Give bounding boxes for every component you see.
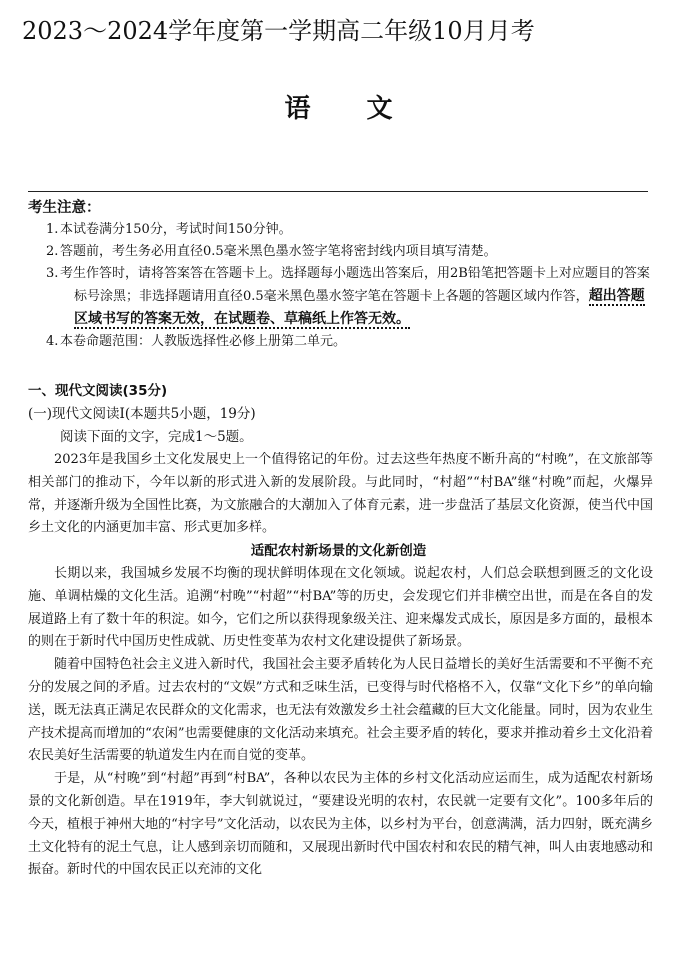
section-instruction: 阅读下面的文字，完成1～5题。 [60, 429, 253, 445]
article-paragraph: 长期以来，我国城乡发展不均衡的现状鲜明体现在文化领域。说起农村，人们总会联想到匮乏的文化设施、单调枯燥的文化生活。追溯“村晚”“村超”“村BA”等的历史，会发现它们并非横空出世，而是在各自的发展道路上有了数十年的积淀。如今，它们之所以获得现象级关注、迎来爆发式成长，原因是多方面的，最根本的则在于新时代中国历史性成就、历史性变革为农村文化建设提供了新场景。 [28, 566, 653, 650]
notice-item-text: 考生作答时，请将答案答在答题卡上。选择题每小题选出答案后，用2B铅笔把答题卡上对应题目的答案标号涂黑；非选择题请用直径0.5毫米黑色墨水签字笔在答题卡上各题的答题区域内作答， [60, 266, 650, 304]
subject-char-2: 文 [366, 94, 393, 124]
notice-item: 1. 本试卷满分150分，考试时间150分钟。 [46, 222, 292, 237]
subject-char-1: 语 [284, 94, 311, 124]
notice-item-text: 本卷命题范围：人教版选择性必修上册第二单元。 [60, 334, 347, 349]
article-paragraph: 随着中国特色社会主义进入新时代，我国社会主要矛盾转化为人民日益增长的美好生活需要和不平衡不充分的发展之间的矛盾。过去农村的“文娱”方式和乏味生活，已变得与时代格格不入，仅靠“文化下乡”的单向输送，既无法真正满足农民群众的文化需求，也无法有效激发乡土社会蕴藏的巨大文化能量。同时，因为农业生产技术提高而增加的“农闲”也需要健康的文化活动来填充。社会主要矛盾的转化，要求并推动着乡土文化沿着农民美好生活需要的轨道发生内在而自觉的变革。 [28, 657, 653, 764]
article-title: 适配农村新场景的文化新创造 [250, 543, 427, 559]
article-body [28, 563, 653, 882]
intro-block [28, 449, 653, 540]
notice-item: 2. 答题前，考生务必用直径0.5毫米黑色墨水签字笔将密封线内项目填写清楚。 [46, 244, 497, 259]
notice-list [28, 219, 658, 353]
notice-divider [28, 191, 648, 192]
article-paragraph: 于是，从“村晚”到“村超”再到“村BA”，各种以农民为主体的乡村文化活动应运而生，成为适配农村新场景的文化新创造。早在1919年，李大钊就说过，“要建设光明的农村，农民就一定要有文化”。100多年后的今天，植根于神州大地的“村字号”文化活动，以农民为主体，以乡村为平台，创意满满，活力四射，既充满乡土文化特有的泥土气息，让人感到亲切而随和，又展现出新时代中国农村和农民的精气神，叫人由衷地感动和振奋。新时代的中国农民正以充沛的文化 [28, 771, 653, 878]
intro-paragraph: 2023年是我国乡土文化发展史上一个值得铭记的年份。过去这些年热度不断升高的“村晚”，在文旅部等相关部门的推动下，今年以新的形式进入新的发展阶段。与此同时，“村超”“村BA”继“村晚”而起，火爆异常，并逐渐升级为全国性比赛，为文旅融合的大潮加入了体育元素，进一步盘活了基层文化资源，使当代中国乡土文化的内涵更加丰富、形式更加多样。 [28, 452, 653, 536]
notice-heading: 考生注意： [28, 200, 101, 216]
section-subheading: (一)现代文阅读Ⅰ(本题共5小题，19分) [28, 406, 256, 422]
notice-item: 3. 考生作答时，请将答案答在答题卡上。选择题每小题选出答案后，用2B铅笔把答题卡上对应题目的答案标号涂黑；非选择题请用直径0.5毫米黑色墨水签字笔在答题卡上各题的答题区域内作答，超出答题区域书写的答案无效，在试题卷、草稿纸上作答无效。 [46, 266, 650, 327]
section-heading: 一、现代文阅读(35分) [28, 383, 168, 399]
notice-item-text: 答题前，考生务必用直径0.5毫米黑色墨水签字笔将密封线内项目填写清楚。 [60, 244, 497, 259]
exam-title: 2023～2024学年度第一学期高二年级10月月考 [22, 17, 535, 45]
notice-emphasis-text: 超出答题区域书写的答案无效，在试题卷、草稿纸上作答无效。 [74, 288, 645, 327]
subject-title [0, 92, 677, 126]
notice-item: 4. 本卷命题范围：人教版选择性必修上册第二单元。 [46, 334, 347, 349]
notice-item-text: 本试卷满分150分，考试时间150分钟。 [60, 222, 292, 237]
